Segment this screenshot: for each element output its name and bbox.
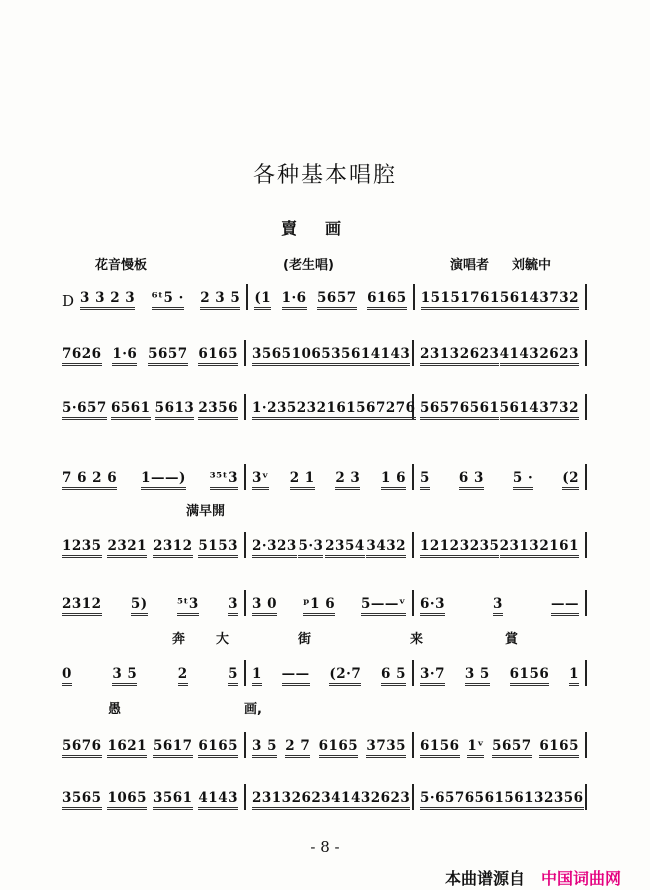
note-group: 2161 xyxy=(539,538,579,558)
measure xyxy=(246,394,414,420)
measure xyxy=(246,340,414,366)
note-group: —— xyxy=(551,596,579,616)
note-group: 4143 xyxy=(198,790,238,810)
note-group: 1065 xyxy=(292,346,332,366)
note-group: ᵖ1 6 xyxy=(303,596,335,616)
note-group: 5——ᵛ xyxy=(361,596,406,616)
measure xyxy=(246,464,414,490)
note-group: 5153 xyxy=(198,538,238,558)
measure xyxy=(62,340,246,366)
lyric: 愚 xyxy=(108,702,122,717)
measure xyxy=(62,532,246,558)
note-group: 5617 xyxy=(153,738,193,758)
note-group: 2312 xyxy=(153,538,193,558)
measure xyxy=(246,660,414,686)
lyric: 画, xyxy=(244,702,262,717)
note-group: 1 xyxy=(569,666,579,686)
measure xyxy=(246,590,414,616)
note-group: 3 3 2 3 xyxy=(80,290,135,310)
score-row xyxy=(62,396,587,420)
note-group: (2·7 xyxy=(329,666,361,686)
note-group: 1212 xyxy=(420,538,460,558)
note-group: 3732 xyxy=(539,290,579,310)
page-number: - 8 - xyxy=(310,838,340,856)
measure xyxy=(62,784,246,810)
song-title: 賣画 xyxy=(280,219,369,238)
note-group: 6 5 xyxy=(381,666,406,686)
measure xyxy=(246,732,414,758)
note-group: 3561 xyxy=(153,790,193,810)
measure xyxy=(62,464,246,490)
note-group: 7 6 2 6 xyxy=(62,470,117,490)
note-group: 6561 xyxy=(460,400,500,420)
measure xyxy=(62,590,246,616)
footer-text: 本曲谱源自 xyxy=(445,869,526,888)
note-group: 1761 xyxy=(460,290,500,310)
note-group: 6165 xyxy=(198,738,238,758)
note-group: (1 xyxy=(254,290,271,310)
note-group: 6561 xyxy=(465,790,505,810)
note-group: 3561 xyxy=(331,346,371,366)
note-group: 5657 xyxy=(317,290,357,310)
note-group: 1ᵛ xyxy=(467,738,484,758)
page-title: 各种基本唱腔 xyxy=(252,163,397,188)
note-group: 3 xyxy=(228,596,238,616)
note-group: 3565 xyxy=(62,790,102,810)
key-signature: D xyxy=(62,292,75,310)
note-group: 1515 xyxy=(421,290,461,310)
measure xyxy=(62,660,246,686)
note-group: 5·657 xyxy=(62,400,107,420)
note-group: 5614 xyxy=(500,290,540,310)
note-group: 5 xyxy=(420,470,430,490)
note-group: 2313 xyxy=(252,790,292,810)
note-group: 2 1 xyxy=(290,470,315,490)
tempo-marking: 花音慢板 xyxy=(95,258,148,273)
note-group: 1621 xyxy=(107,738,147,758)
measure xyxy=(414,464,587,490)
note-group: 2623 xyxy=(539,346,579,366)
lyric: 奔 xyxy=(172,632,186,647)
lyric: 賞 xyxy=(505,632,519,647)
note-group: 3ᵛ xyxy=(252,470,269,490)
note-group: 6156 xyxy=(420,738,460,758)
measure xyxy=(414,340,587,366)
measure xyxy=(248,284,414,310)
note-group: 2623 xyxy=(460,346,500,366)
note-group: 2 xyxy=(178,666,188,686)
score-row xyxy=(62,286,587,310)
measure xyxy=(62,732,246,758)
measure xyxy=(246,784,414,810)
lyric-line: 满早開 xyxy=(186,504,226,519)
note-group: 3·7 xyxy=(420,666,445,686)
measure xyxy=(414,532,587,558)
singer-label: 演唱者 xyxy=(450,258,490,273)
singer-name: 刘毓中 xyxy=(512,258,552,273)
note-group: 1·6 xyxy=(282,290,307,310)
score-row xyxy=(62,662,587,686)
lyric: 街 xyxy=(298,632,312,647)
note-group: 1 xyxy=(252,666,262,686)
note-group: 1065 xyxy=(107,790,147,810)
note-group: 2321 xyxy=(107,538,147,558)
note-group: 6561 xyxy=(111,400,151,420)
role-label: (老生唱) xyxy=(283,258,334,273)
measure xyxy=(80,284,248,310)
note-group: 4143 xyxy=(331,790,371,810)
note-group: 3 0 xyxy=(252,596,277,616)
note-group: 4143 xyxy=(500,346,540,366)
note-group: 2354 xyxy=(325,538,365,558)
note-group: (2 xyxy=(562,470,579,490)
note-group: 1——) xyxy=(141,470,186,490)
note-group: 1·235 xyxy=(252,400,297,420)
note-group: 5657 xyxy=(148,346,188,366)
note-group: 5·657 xyxy=(420,790,465,810)
note-group: 6156 xyxy=(510,666,550,686)
note-group: 2321 xyxy=(297,400,337,420)
score-row xyxy=(62,466,587,490)
note-group: 3 5 xyxy=(112,666,137,686)
note-group: 5614 xyxy=(500,400,540,420)
note-group: 2 3 xyxy=(335,470,360,490)
note-group: 3235 xyxy=(460,538,500,558)
note-group: 3732 xyxy=(539,400,579,420)
note-group: 6·3 xyxy=(420,596,445,616)
score-row xyxy=(62,592,587,616)
note-group: 3 5 xyxy=(465,666,490,686)
score-row xyxy=(62,534,587,558)
measure xyxy=(415,284,587,310)
note-group: 5·3 xyxy=(298,538,323,558)
note-group: 2·323 xyxy=(252,538,297,558)
measure xyxy=(414,732,587,758)
score-row xyxy=(62,342,587,366)
note-group: 2313 xyxy=(500,538,540,558)
note-group: ⁵ᵗ3 xyxy=(177,596,199,616)
note-group: 5676 xyxy=(62,738,102,758)
measure xyxy=(414,660,587,686)
note-group: 5657 xyxy=(492,738,532,758)
note-group: 2313 xyxy=(420,346,460,366)
note-group: 3432 xyxy=(366,538,406,558)
note-group: 5 xyxy=(228,666,238,686)
note-group: 6156 xyxy=(336,400,376,420)
note-group: 2356 xyxy=(198,400,238,420)
note-group: 5613 xyxy=(155,400,195,420)
note-group: 2623 xyxy=(371,790,411,810)
note-group: 2312 xyxy=(62,596,102,616)
measure xyxy=(246,532,414,558)
lyric: 大 xyxy=(216,632,230,647)
lyric: 来 xyxy=(410,632,424,647)
note-group: 5 · xyxy=(513,470,533,490)
note-group: ³⁵ᵗ3 xyxy=(210,470,238,490)
note-group: 5657 xyxy=(420,400,460,420)
note-group: 2623 xyxy=(292,790,332,810)
note-group: 1235 xyxy=(62,538,102,558)
note-group: 7626 xyxy=(62,346,102,366)
note-group: 1·6 xyxy=(112,346,137,366)
note-group: 3 xyxy=(493,596,503,616)
note-group: 4143 xyxy=(371,346,411,366)
note-group: 6165 xyxy=(539,738,579,758)
note-group: —— xyxy=(282,666,310,686)
note-group: 0 xyxy=(62,666,72,686)
score-row xyxy=(62,786,587,810)
footer xyxy=(445,866,621,889)
note-group: 2356 xyxy=(544,790,584,810)
note-group: 2 7 xyxy=(285,738,310,758)
note-group: 5613 xyxy=(504,790,544,810)
note-group: 5) xyxy=(131,596,148,616)
note-group: ⁶ᵗ5 · xyxy=(152,290,184,310)
note-group: 3 5 xyxy=(252,738,277,758)
note-group: 6165 xyxy=(198,346,238,366)
note-group: 1 6 xyxy=(381,470,406,490)
measure xyxy=(414,394,587,420)
measure xyxy=(414,590,587,616)
measure xyxy=(414,784,587,810)
score-row xyxy=(62,734,587,758)
note-group: 7276 xyxy=(376,400,416,420)
measure xyxy=(62,394,246,420)
note-group: 3735 xyxy=(366,738,406,758)
footer-brand-link[interactable]: 中国词曲网 xyxy=(541,869,622,888)
note-group: 3565 xyxy=(252,346,292,366)
note-group: 6165 xyxy=(319,738,359,758)
note-group: 6 3 xyxy=(459,470,484,490)
note-group: 6165 xyxy=(367,290,407,310)
note-group: 2 3 5 xyxy=(200,290,240,310)
